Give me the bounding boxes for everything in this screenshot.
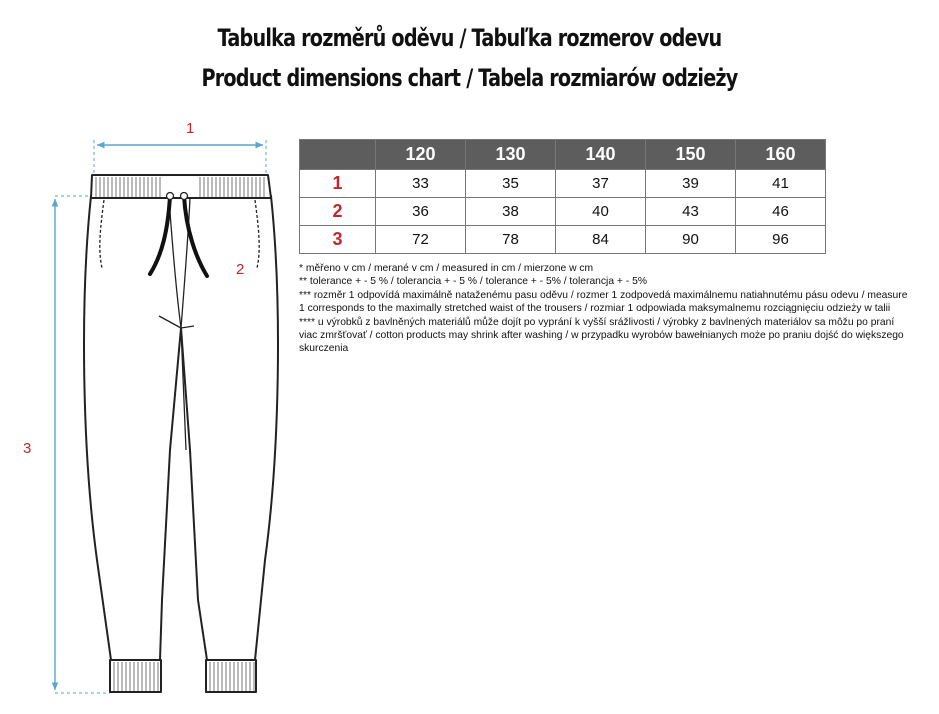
table-cell: 33 <box>376 170 466 198</box>
table-cell: 78 <box>466 226 556 254</box>
table-row <box>300 170 826 198</box>
table-header-cell: 140 <box>556 140 646 170</box>
table-row <box>300 226 826 254</box>
table-header-row <box>300 140 826 170</box>
table-cell: 96 <box>736 226 826 254</box>
trousers-outline <box>84 175 278 692</box>
table-cell: 72 <box>376 226 466 254</box>
row-label: 1 <box>300 170 376 198</box>
table-cell: 39 <box>646 170 736 198</box>
note-measure-1: *** rozměr 1 odpovídá maximálně nataženému pasu oděvu / rozmer 1 zodpovedá maximálnemu natiahnutému pásu odevu / measure 1 corresponds to the maximally stretched waist of the trousers / rozmiar 1 odpowiada maksymalnemu rozciągnięciu odzieży w talii <box>299 289 908 315</box>
table-header-cell <box>300 140 376 170</box>
table-cell: 40 <box>556 198 646 226</box>
table-cell: 90 <box>646 226 736 254</box>
table-cell: 37 <box>556 170 646 198</box>
table-cell: 35 <box>466 170 556 198</box>
notes-block <box>299 262 914 356</box>
table-cell: 41 <box>736 170 826 198</box>
dimension-label-3: 3 <box>23 440 32 457</box>
table-row <box>300 198 826 226</box>
table-cell: 38 <box>466 198 556 226</box>
dimension-label-1: 1 <box>186 120 195 137</box>
table-header-cell: 120 <box>376 140 466 170</box>
table-cell: 46 <box>736 198 826 226</box>
dimension-label-2: 2 <box>236 261 245 278</box>
table-cell: 84 <box>556 226 646 254</box>
row-label: 3 <box>300 226 376 254</box>
note-measured: * měřeno v cm / merané v cm / measured in cm / mierzone w cm <box>299 263 594 274</box>
table-header-cell: 130 <box>466 140 556 170</box>
note-tolerance: ** tolerance + - 5 % / tolerancia + - 5 % / tolerance + - 5% / tolerancja + - 5% <box>299 276 647 288</box>
table-cell: 36 <box>376 198 466 226</box>
note-shrinkage: **** u výrobků z bavlněných materiálů může dojít po vyprání k vyšší srážlivosti / výrobky z bavlnených materiálov sa môžu po praní viac zmršťovať / cotton products may shrink after washing / w przypadku wyrobów bawełnianych może po praniu dojść do większego skurczenia <box>299 316 904 355</box>
title-line-1: Tabulka rozměrů oděvu / Tabuľka rozmerov odevu <box>217 24 722 52</box>
table-cell: 43 <box>646 198 736 226</box>
table-header-cell: 160 <box>736 140 826 170</box>
row-label: 2 <box>300 198 376 226</box>
size-table <box>299 139 826 254</box>
table-header-cell: 150 <box>646 140 736 170</box>
title-line-2: Product dimensions chart / Tabela rozmiarów odzieży <box>201 64 738 92</box>
